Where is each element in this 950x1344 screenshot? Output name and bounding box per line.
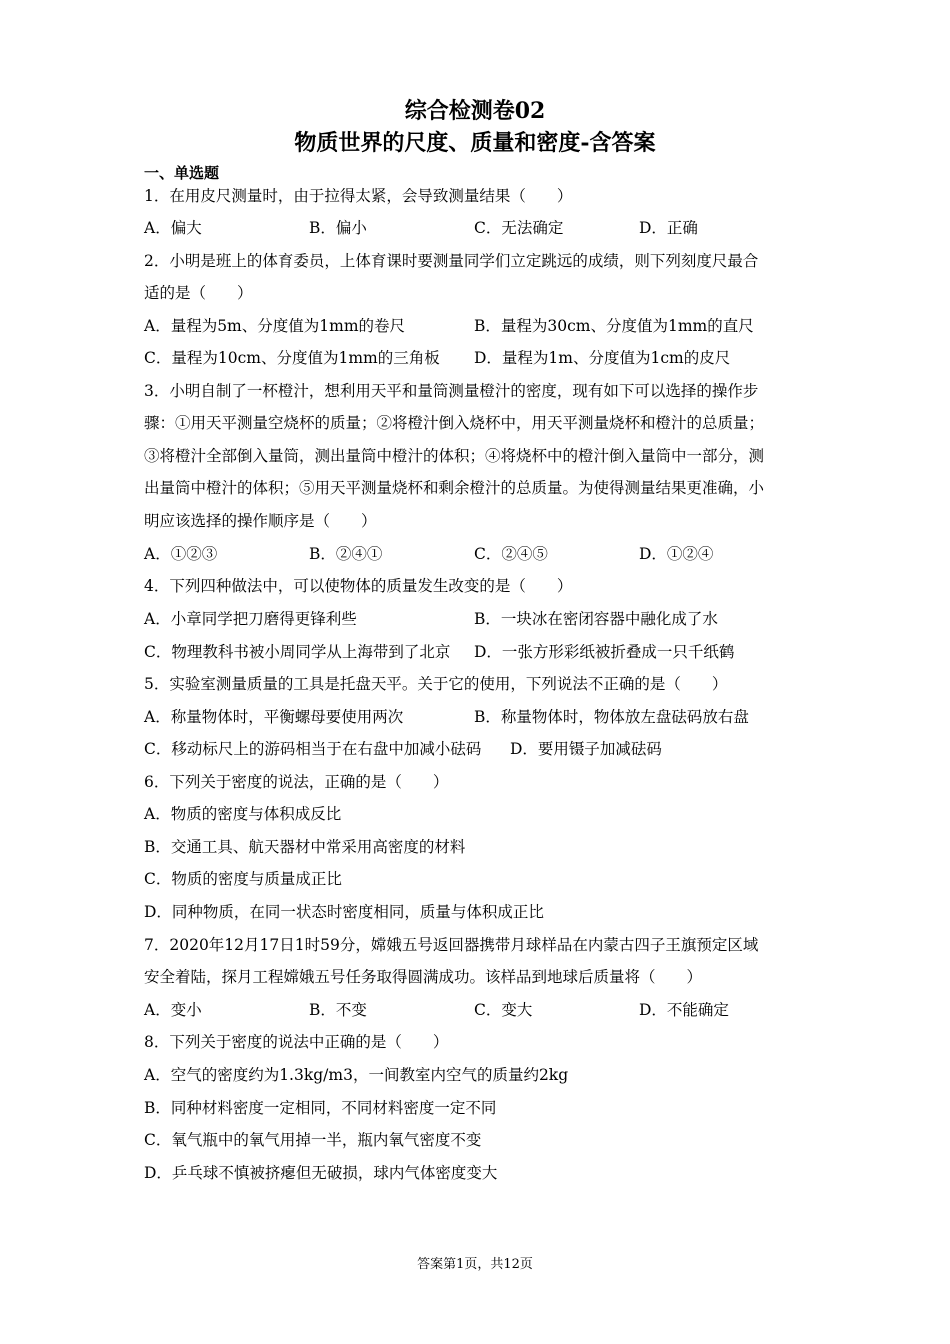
question-5-option-a: A．称量物体时，平衡螺母要使用两次 — [144, 708, 404, 726]
question-2-option-a: A．量程为5m、分度值为1mm的卷尺 — [144, 317, 406, 335]
question-2-option-b: B．量程为30cm、分度值为1mm的直尺 — [474, 317, 754, 335]
question-6-option-a: A．物质的密度与体积成反比 — [144, 805, 342, 823]
question-1-option-c: C．无法确定 — [474, 219, 564, 237]
question-2-text-line-1: 2．小明是班上的体育委员，上体育课时要测量同学们立定跳远的成绩，则下列刻度尺最合 — [144, 252, 759, 270]
page-footer: 答案第1页，共12页 — [417, 1257, 533, 1272]
question-6-option-c: C．物质的密度与质量成正比 — [144, 870, 342, 888]
question-1-option-b: B．偏小 — [309, 219, 367, 237]
question-2-option-c: C．量程为10cm、分度值为1mm的三角板 — [144, 349, 440, 367]
question-1-option-d: D．正确 — [639, 219, 698, 237]
question-2-option-d: D．量程为1m、分度值为1cm的皮尺 — [474, 349, 731, 367]
question-7-text-line-2: 安全着陆，探月工程嫦娥五号任务取得圆满成功。该样品到地球后质量将（ ） — [144, 968, 703, 986]
question-4-option-d: D．一张方形彩纸被折叠成一只千纸鹤 — [474, 643, 735, 661]
question-5-option-c: C．移动标尺上的游码相当于在右盘中加减小砝码 — [144, 740, 482, 758]
question-5-option-b: B．称量物体时，物体放左盘砝码放右盘 — [474, 708, 749, 726]
question-3-text-line-4: 出量筒中橙汁的体积；⑤用天平测量烧杯和剩余橙汁的总质量。为使得测量结果更准确，小 — [144, 479, 765, 497]
question-4-option-c: C．物理教科书被小周同学从上海带到了北京 — [144, 643, 451, 661]
question-7-option-a: A．变小 — [144, 1001, 202, 1019]
question-7-text-line-1: 7．2020年12月17日1时59分，嫦娥五号返回器携带月球样品在内蒙古四子王旗预定区域 — [144, 936, 759, 954]
question-5-option-d: D．要用镊子加减砝码 — [510, 740, 662, 758]
question-7-option-d: D．不能确定 — [639, 1001, 729, 1019]
question-3-option-b: B．②④① — [309, 545, 383, 563]
question-2-text-line-2: 适的是（ ） — [144, 284, 253, 302]
question-7-option-b: B．不变 — [309, 1001, 367, 1019]
question-5-text: 5．实验室测量质量的工具是托盘天平。关于它的使用，下列说法不正确的是（ ） — [144, 675, 728, 693]
question-1-option-a: A．偏大 — [144, 219, 202, 237]
question-7-option-c: C．变大 — [474, 1001, 533, 1019]
question-8-option-a: A．空气的密度约为1.3kg/m3，一间教室内空气的质量约2kg — [144, 1066, 569, 1084]
question-8-option-d: D．乒乓球不慎被挤瘪但无破损，球内气体密度变大 — [144, 1164, 498, 1182]
question-6-option-b: B．交通工具、航天器材中常采用高密度的材料 — [144, 838, 466, 856]
question-4-option-a: A．小章同学把刀磨得更锋利些 — [144, 610, 357, 628]
question-8-option-c: C．氧气瓶中的氧气用掉一半，瓶内氧气密度不变 — [144, 1131, 482, 1149]
question-3-text-line-2: 骤：①用天平测量空烧杯的质量；②将橙汁倒入烧杯中，用天平测量烧杯和橙汁的总质量； — [144, 414, 765, 432]
question-3-text-line-3: ③将橙汁全部倒入量筒，测出量筒中橙汁的体积；④将烧杯中的橙汁倒入量筒中一部分，测 — [144, 447, 765, 465]
question-3-text-line-1: 3．小明自制了一杯橙汁，想利用天平和量筒测量橙汁的密度，现有如下可以选择的操作步 — [144, 382, 759, 400]
question-4-text: 4．下列四种做法中，可以使物体的质量发生改变的是（ ） — [144, 577, 573, 595]
question-3-option-c: C．②④⑤ — [474, 545, 548, 563]
document-subtitle: 物质世界的尺度、质量和密度-含答案 — [294, 130, 656, 156]
question-3-text-line-5: 明应该选择的操作顺序是（ ） — [144, 512, 377, 530]
question-8-option-b: B．同种材料密度一定相同，不同材料密度一定不同 — [144, 1099, 497, 1117]
question-8-text: 8．下列关于密度的说法中正确的是（ ） — [144, 1033, 449, 1051]
question-6-option-d: D．同种物质，在同一状态时密度相同，质量与体积成正比 — [144, 903, 544, 921]
question-3-option-d: D．①②④ — [639, 545, 714, 563]
question-1-text: 1．在用皮尺测量时，由于拉得太紧，会导致测量结果（ ） — [144, 187, 573, 205]
question-6-text: 6．下列关于密度的说法，正确的是（ ） — [144, 773, 449, 791]
section-heading: 一、单选题 — [144, 164, 220, 182]
document-title: 综合检测卷02 — [404, 98, 546, 124]
question-3-option-a: A．①②③ — [144, 545, 218, 563]
question-4-option-b: B．一块冰在密闭容器中融化成了水 — [474, 610, 718, 628]
